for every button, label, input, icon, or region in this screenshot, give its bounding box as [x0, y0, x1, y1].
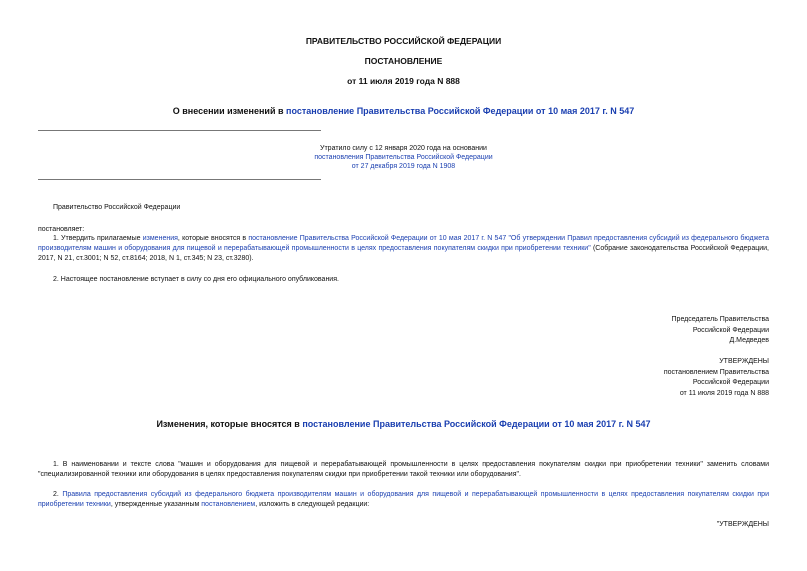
government-name: Правительство Российской Федерации — [53, 204, 181, 211]
status-note — [200, 144, 607, 171]
signature-name: Д.Медведев — [729, 337, 769, 344]
decree-547-full-link[interactable]: постановление Правительства Российской Федерации от 10 мая 2017 г. N 547 "Об утверждении Правил предоставления субсидий из федерального бюджета производителям машин и оборудования для пищевой и перерабатывающей промышленности в целях предоставления покупателям скидки при приобретении техники" — [38, 235, 769, 252]
item1-text-a: 1. Утвердить прилагаемые — [53, 235, 143, 242]
changes-item-1: 1. В наименовании и тексте слова "машин и оборудования для пищевой и перерабатывающей промышленности в целях предоставления покупателям скидки при приобретении техники" заменить словами "специализированной техники или оборудования в целях предоставления покупателям скидки при приобретении такой техники или оборудования". — [38, 461, 769, 478]
decree-item-1 — [38, 234, 769, 264]
document-date-number: от 11 июля 2019 года N 888 — [347, 76, 460, 86]
changes-item-2 — [38, 490, 769, 510]
changes-item2-number: 2. — [53, 491, 63, 498]
approved-org: Российской Федерации — [692, 379, 769, 386]
approved-by: постановлением Правительства — [663, 368, 769, 376]
item1-text-b: , которые вносятся в — [177, 235, 249, 242]
approved-quote: "УТВЕРЖДЕНЫ — [716, 521, 769, 528]
rules-link[interactable]: Правила предоставления субсидий из федерального бюджета производителям машин и оборудования для пищевой и перерабатывающей промышленности в целях предоставления покупателям скидки при приобретении техники — [38, 491, 769, 508]
changes-title-prefix: Изменения, которые вносятся в — [156, 419, 303, 429]
changes-decree-link[interactable]: постановление Правительства Российской Федерации от 10 мая 2017 г. N 547 — [302, 419, 651, 429]
signature-position: Председатель Правительства — [671, 316, 769, 323]
changes-link[interactable]: изменения — [142, 235, 178, 242]
approved-title: УТВЕРЖДЕНЫ — [719, 358, 769, 365]
amended-decree-link[interactable]: постановление Правительства Российской Федерации от 10 мая 2017 г. N 547 — [286, 106, 635, 116]
changes-item2-text-a: , утвержденные указанным — [110, 501, 202, 508]
decrees-word: постановляет: — [38, 226, 85, 233]
document-title-prefix: О внесении изменений в — [172, 106, 287, 116]
decree-link[interactable]: постановлением — [201, 501, 256, 508]
status-note-text: Утратило силу с 12 января 2020 года на основании — [320, 145, 487, 152]
divider-top — [38, 130, 321, 131]
signature-block — [672, 315, 769, 347]
government-heading: ПРАВИТЕЛЬСТВО РОССИЙСКОЙ ФЕДЕРАЦИИ — [305, 36, 502, 46]
divider-bottom — [38, 179, 321, 180]
approved-block — [664, 357, 769, 399]
document-type: ПОСТАНОВЛЕНИЕ — [364, 56, 443, 66]
decree-item-2: 2. Настоящее постановление вступает в силу со дня его официального опубликования. — [53, 276, 339, 283]
repeal-decree-link-2[interactable]: от 27 декабря 2019 года N 1908 — [351, 163, 456, 170]
document-title — [0, 106, 807, 116]
changes-title — [0, 419, 807, 429]
repeal-decree-link-1[interactable]: постановления Правительства Российской Федерации — [314, 154, 493, 161]
signature-org: Российской Федерации — [692, 326, 769, 334]
approved-date: от 11 июля 2019 года N 888 — [679, 389, 769, 397]
changes-item2-text-b: , изложить в следующей редакции: — [255, 501, 370, 508]
item1-text-c: (Собрание законодательства Российской Федерации, 2017, N 21, ст.3001; N 52, ст.8164; 2018, N 1, ст.345; N 23, ст.3280). — [38, 245, 769, 262]
